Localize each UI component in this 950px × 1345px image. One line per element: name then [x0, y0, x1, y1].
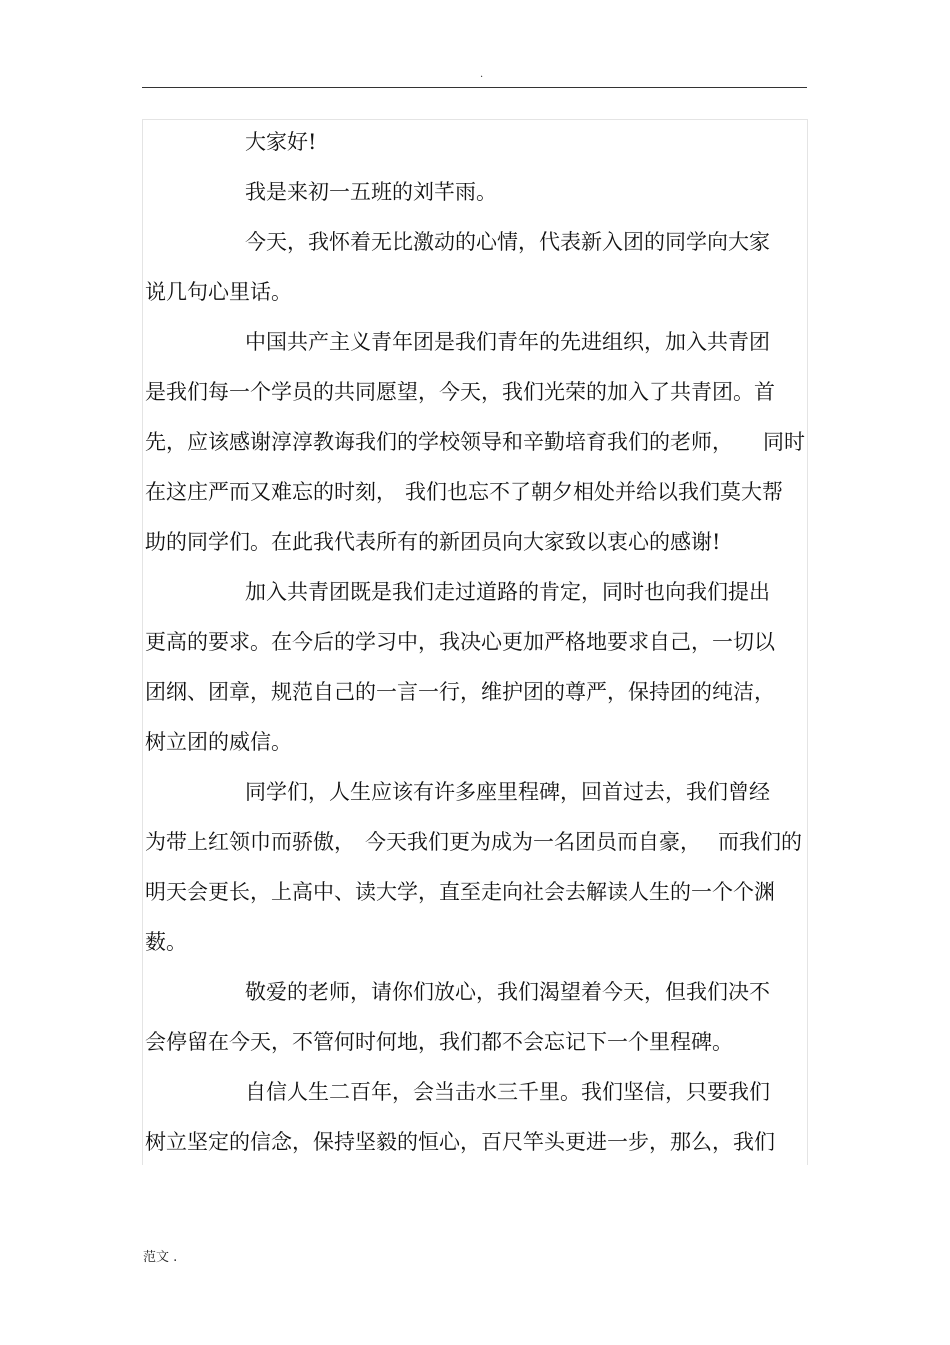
text-line: 而我们的 — [718, 830, 802, 854]
text-line: 是我们每一个学员的共同愿望，今天，我们光荣的加入了共青团。首 — [145, 380, 775, 404]
header-divider — [142, 87, 807, 88]
header-dot: . — [480, 69, 484, 80]
text-line: 薮。 — [145, 930, 187, 954]
text-line: 树立坚定的信念，保持坚毅的恒心，百尺竿头更进一步，那么，我们 — [145, 1130, 775, 1154]
text-line: 加入共青团既是我们走过道路的肯定，同时也向我们提出 — [245, 580, 770, 604]
text-line: 说几句心里话。 — [145, 280, 292, 304]
text-line: 大家好! — [245, 130, 317, 154]
text-line: 先，应该感谢淳淳教诲我们的学校领导和辛勤培育我们的老师， — [145, 430, 733, 454]
text-line: 同时 — [763, 430, 805, 454]
text-line: 同学们，人生应该有许多座里程碑，回首过去，我们曾经 — [245, 780, 770, 804]
text-line: 今天我们更为成为一名团员而自豪， — [365, 830, 701, 854]
text-line: 敬爱的老师，请你们放心，我们渴望着今天，但我们决不 — [245, 980, 770, 1004]
text-line: 树立团的威信。 — [145, 730, 292, 754]
text-line: 今天，我怀着无比激动的心情，代表新入团的同学向大家 — [245, 230, 770, 254]
footer-label: 范文 . — [143, 1250, 178, 1265]
text-line: 我们也忘不了朝夕相处并给以我们莫大帮 — [405, 480, 783, 504]
text-line: 团纲、团章，规范自己的一言一行，维护团的尊严，保持团的纯洁， — [145, 680, 775, 704]
text-line: 中国共产主义青年团是我们青年的先进组织，加入共青团 — [245, 330, 770, 354]
text-line: 更高的要求。在今后的学习中，我决心更加严格地要求自己，一切以 — [145, 630, 775, 654]
text-line: 明天会更长，上高中、读大学，直至走向社会去解读人生的一个个渊 — [145, 880, 775, 904]
text-line: 自信人生二百年，会当击水三千里。我们坚信，只要我们 — [245, 1080, 770, 1104]
text-line: 会停留在今天，不管何时何地，我们都不会忘记下一个里程碑。 — [145, 1030, 733, 1054]
text-line: 助的同学们。在此我代表所有的新团员向大家致以衷心的感谢! — [145, 530, 721, 554]
document-body — [142, 119, 808, 1165]
text-line: 我是来初一五班的刘芊雨。 — [245, 180, 497, 204]
text-line: 为带上红领巾而骄傲， — [145, 830, 355, 854]
text-line: 在这庄严而又难忘的时刻， — [145, 480, 397, 504]
